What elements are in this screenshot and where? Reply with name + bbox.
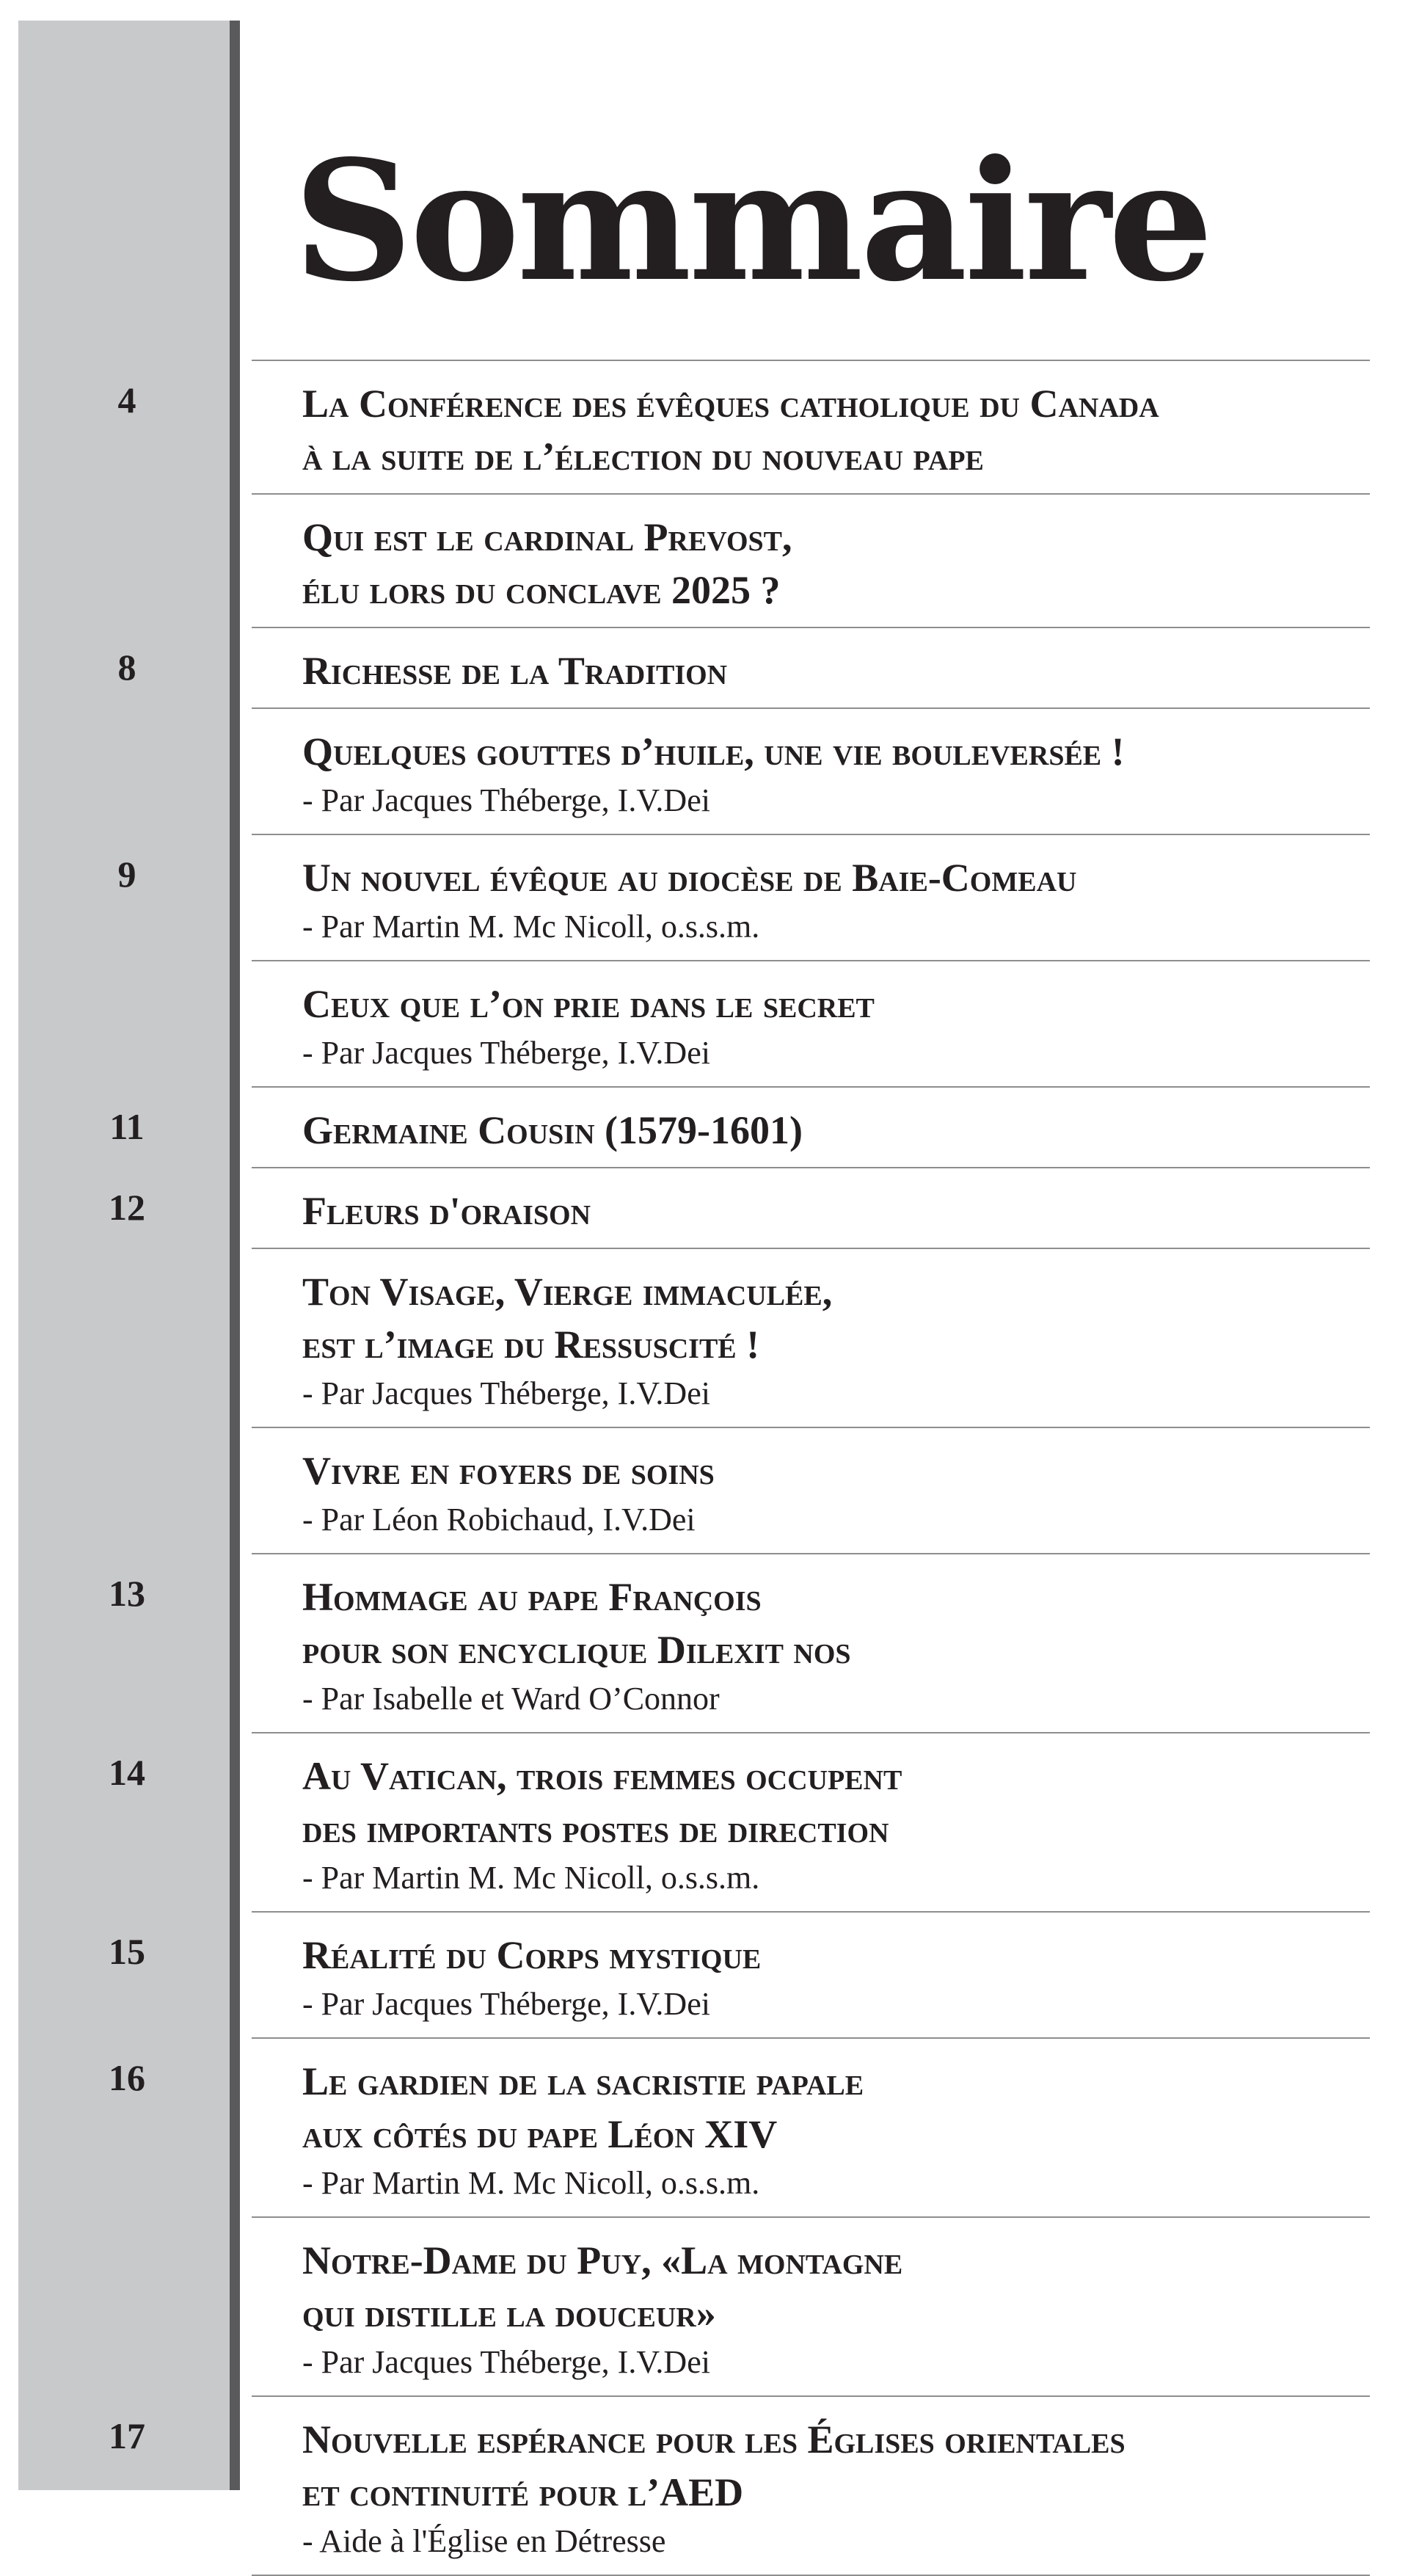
article-title-line: qui distille la douceur» [302,2291,716,2335]
toc-entry [109,1086,1370,1167]
toc-entry-content [302,1428,1370,1553]
article-title-line: aux côtés du pape Léon XIV [302,2112,778,2156]
toc-entry-content [302,709,1370,834]
article-title-line: Fleurs d'oraison [302,1189,591,1233]
article-title-line: Notre-Dame du Puy, «La montagne [302,2238,903,2282]
article-title-line: et continuité pour l’AED [302,2470,744,2514]
article-title-line: Qui est le cardinal Prevost, [302,515,792,559]
page-number: 15 [109,1931,145,1972]
article-author: - Par Jacques Théberge, I.V.Dei [302,2344,710,2380]
article-title-line: Un nouvel évêque au diocèse de Baie-Comeau [302,856,1077,900]
page-number: 12 [109,1187,145,1228]
page-number: 8 [117,647,136,688]
article-author: - Par Jacques Théberge, I.V.Dei [302,782,710,818]
toc-entry [252,493,1370,627]
article-title-line: est l’image du Ressuscité ! [302,1322,760,1367]
toc-entry-content [302,2039,1370,2216]
article-title-line: des importants postes de direction [302,1807,889,1851]
toc-entry [109,2395,1370,2576]
article-author: - Par Martin M. Mc Nicoll, o.s.s.m. [302,2165,760,2201]
toc-entry [252,2216,1370,2395]
article-title-line: pour son encyclique Dilexit nos [302,1628,851,1672]
article-title-line: Le gardien de la sacristie papale [302,2059,864,2103]
article-title-line: élu lors du conclave 2025 ? [302,568,781,612]
article-title-line: à la suite de l’élection du nouveau pape [302,434,984,479]
page-number: 16 [109,2057,145,2098]
toc-entry [117,627,1370,707]
toc-entry [117,360,1370,493]
toc-entry-content [302,1088,1370,1167]
page-number: 13 [109,1573,145,1614]
article-title-line: Ton Visage, Vierge immaculée, [302,1270,833,1314]
toc-entry [252,960,1370,1086]
article-title-line: Au Vatican, trois femmes occupent [302,1754,902,1798]
toc-entry-content [302,495,1370,627]
article-author: - Par Jacques Théberge, I.V.Dei [302,1986,710,2022]
toc-entry [109,1553,1370,1732]
article-title-line: Quelques gouttes d’huile, une vie bouleversée ! [302,729,1125,774]
toc-entry-content [302,1733,1370,1911]
toc-entry-content [302,361,1370,493]
toc-entry [252,707,1370,834]
toc-entry-content [302,628,1370,707]
toc-entry-content [302,2218,1370,2395]
toc-entry-content [302,1913,1370,2037]
toc-entry-content [302,1168,1370,1248]
article-title-line: Hommage au pape François [302,1575,762,1619]
article-author: - Par Martin M. Mc Nicoll, o.s.s.m. [302,909,760,945]
page-number: 11 [109,1106,145,1147]
article-title-line: Ceux que l’on prie dans le secret [302,982,875,1026]
article-title-line: Nouvelle espérance pour les Églises orientales [302,2417,1126,2462]
article-author: - Aide à l'Église en Détresse [302,2523,666,2559]
toc-entry-content [302,1554,1370,1732]
article-title-line: Germaine Cousin (1579-1601) [302,1108,803,1152]
article-title-line: Vivre en foyers de soins [302,1449,715,1493]
article-author: - Par Jacques Théberge, I.V.Dei [302,1035,710,1071]
article-title-line: Réalité du Corps mystique [302,1933,762,1977]
toc-entry-content [302,1249,1370,1427]
page-number: 9 [117,854,136,895]
toc-entry-content [302,2397,1370,2575]
page-number: 4 [117,379,136,421]
article-author: - Par Martin M. Mc Nicoll, o.s.s.m. [302,1860,760,1896]
article-title-line: La Conférence des évêques catholique du Canada [302,382,1159,426]
table-of-contents [0,360,1408,2576]
toc-entry [252,1248,1370,1427]
article-title-line: Richesse de la Tradition [302,649,728,693]
toc-entry [109,2037,1370,2216]
page-title: Sommaire [293,125,1211,319]
toc-entry [252,1427,1370,1553]
toc-entry [109,1732,1370,1911]
toc-entry [109,1167,1370,1248]
page-number: 14 [109,1752,145,1793]
toc-entry [109,1911,1370,2037]
toc-entry-content [302,961,1370,1086]
article-author: - Par Léon Robichaud, I.V.Dei [302,1502,696,1538]
toc-entry-content [302,835,1370,960]
article-author: - Par Isabelle et Ward O’Connor [302,1681,720,1717]
article-author: - Par Jacques Théberge, I.V.Dei [302,1375,710,1411]
page-number: 17 [109,2415,145,2456]
toc-entry [117,834,1370,960]
